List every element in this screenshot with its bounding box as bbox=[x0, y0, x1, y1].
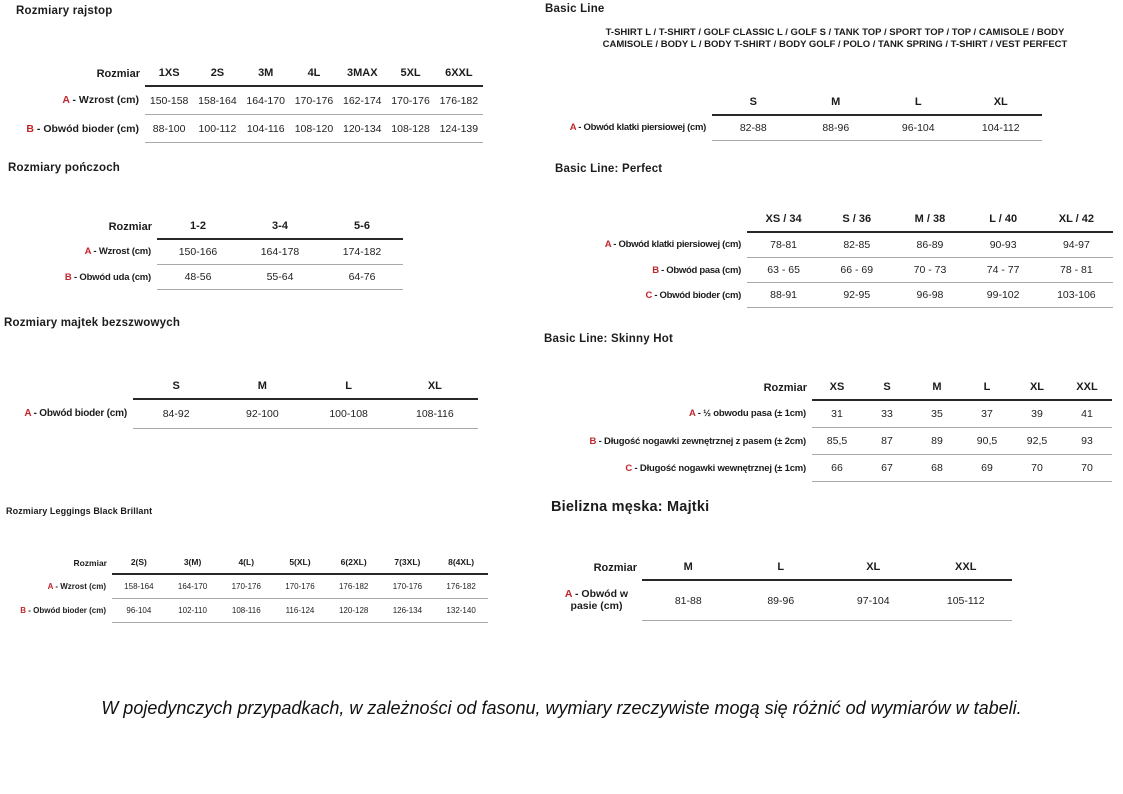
size-cell: 89-96 bbox=[735, 580, 828, 621]
column-header: 3MAX bbox=[338, 54, 386, 86]
size-cell: 33 bbox=[862, 400, 912, 428]
size-cell: 63 - 65 bbox=[747, 258, 820, 283]
size-cell: 97-104 bbox=[827, 580, 920, 621]
size-cell: 108-120 bbox=[290, 115, 338, 143]
size-cell: 164-170 bbox=[166, 574, 220, 599]
section-title-basic-line: Basic Line bbox=[545, 3, 605, 15]
size-cell: 102-110 bbox=[166, 599, 220, 623]
size-cell: 90-93 bbox=[967, 232, 1040, 258]
section-title-ponczoch: Rozmiary pończoch bbox=[8, 162, 121, 174]
size-cell: 170-176 bbox=[219, 574, 273, 599]
column-header: XL bbox=[1012, 370, 1062, 400]
column-header: 2S bbox=[193, 54, 241, 86]
row-label: A - ½ obwodu pasa (± 1cm) bbox=[688, 408, 806, 420]
size-cell: 176-182 bbox=[327, 574, 381, 599]
section-title-basic-line-skinny-hot: Basic Line: Skinny Hot bbox=[544, 333, 674, 345]
size-cell: 176-182 bbox=[435, 86, 483, 115]
size-cell: 70 bbox=[1062, 455, 1112, 482]
size-cell: 82-88 bbox=[712, 115, 795, 141]
column-header: S bbox=[133, 368, 219, 399]
row-label: B - Długość nogawki zewnętrznej z pasem (± 2cm) bbox=[589, 435, 806, 447]
column-header: M bbox=[219, 368, 305, 399]
size-cell: 158-164 bbox=[112, 574, 166, 599]
table-row bbox=[575, 232, 1113, 258]
size-cell: 105-112 bbox=[920, 580, 1013, 621]
row-label: B - Obwód uda (cm) bbox=[64, 271, 151, 283]
size-cell: 108-128 bbox=[386, 115, 434, 143]
size-cell: 150-158 bbox=[145, 86, 193, 115]
basic-line-product-list bbox=[552, 27, 1118, 51]
row-letter: A bbox=[62, 94, 70, 107]
table-basic-line-skinny-hot bbox=[548, 370, 1112, 482]
column-header: L bbox=[735, 549, 828, 580]
size-cell: 108-116 bbox=[219, 599, 273, 623]
header-row bbox=[55, 208, 403, 239]
column-header: 3(M) bbox=[166, 545, 220, 574]
size-cell: 88-100 bbox=[145, 115, 193, 143]
size-cell: 174-182 bbox=[321, 239, 403, 265]
row-letter: A bbox=[84, 246, 91, 258]
row-label: A - Obwód klatki piersiowej (cm) bbox=[604, 239, 741, 251]
size-cell: 84-92 bbox=[133, 399, 219, 429]
header-row bbox=[5, 54, 483, 86]
corner-label: Rozmiar bbox=[73, 558, 107, 568]
size-cell: 31 bbox=[812, 400, 862, 428]
size-cell: 120-128 bbox=[327, 599, 381, 623]
size-cell: 104-116 bbox=[242, 115, 290, 143]
size-cell: 93 bbox=[1062, 428, 1112, 455]
column-header: M bbox=[912, 370, 962, 400]
corner-label: Rozmiar bbox=[96, 68, 140, 80]
size-table bbox=[9, 545, 488, 623]
column-header: XXL bbox=[1062, 370, 1112, 400]
section-title-basic-line-perfect: Basic Line: Perfect bbox=[555, 163, 663, 175]
size-cell: 82-85 bbox=[820, 232, 893, 258]
size-cell: 48-56 bbox=[157, 265, 239, 290]
header-row bbox=[9, 545, 488, 574]
column-header: XS / 34 bbox=[747, 201, 820, 232]
size-cell: 100-112 bbox=[193, 115, 241, 143]
column-header: XL bbox=[392, 368, 478, 399]
row-label: C - Obwód bioder (cm) bbox=[645, 289, 741, 301]
size-table bbox=[555, 549, 1012, 621]
size-cell: 90,5 bbox=[962, 428, 1012, 455]
row-label: A - Wzrost (cm) bbox=[47, 581, 106, 591]
size-table bbox=[548, 370, 1112, 482]
size-cell: 164-178 bbox=[239, 239, 321, 265]
row-letter: B bbox=[589, 435, 597, 447]
row-label: A - Obwód klatki piersiowej (cm) bbox=[569, 122, 706, 134]
column-header: S / 36 bbox=[820, 201, 893, 232]
column-header: 1-2 bbox=[157, 208, 239, 239]
section-title-bielizna-meska: Bielizna męska: Majtki bbox=[551, 499, 710, 515]
size-cell: 164-170 bbox=[242, 86, 290, 115]
row-label: B - Obwód pasa (cm) bbox=[652, 264, 741, 276]
table-row bbox=[548, 428, 1112, 455]
row-letter: A bbox=[564, 588, 573, 601]
basic-line-product-list-line2: CAMISOLE / BODY L / BODY T-SHIRT / BODY GOLF / POLO / TANK SPRING / T-SHIRT / VEST PERFECT bbox=[602, 39, 1068, 50]
size-cell: 70 bbox=[1012, 455, 1062, 482]
table-row bbox=[575, 258, 1113, 283]
row-label: B - Obwód bioder (cm) bbox=[20, 606, 106, 615]
column-header: M / 38 bbox=[893, 201, 966, 232]
header-row bbox=[575, 201, 1113, 232]
size-cell: 94-97 bbox=[1040, 232, 1113, 258]
column-header: 5XL bbox=[386, 54, 434, 86]
column-header: L bbox=[877, 84, 960, 115]
table-row bbox=[8, 399, 478, 429]
size-cell: 162-174 bbox=[338, 86, 386, 115]
corner-label: Rozmiar bbox=[108, 221, 152, 233]
row-letter: B bbox=[26, 122, 34, 135]
table-majtek bbox=[8, 368, 478, 429]
size-cell: 108-116 bbox=[392, 399, 478, 429]
row-letter: A bbox=[47, 581, 54, 591]
size-cell: 170-176 bbox=[381, 574, 435, 599]
header-row bbox=[551, 84, 1042, 115]
size-cell: 170-176 bbox=[273, 574, 327, 599]
size-cell: 69 bbox=[962, 455, 1012, 482]
size-table bbox=[8, 368, 478, 429]
size-cell: 89 bbox=[912, 428, 962, 455]
column-header: 3-4 bbox=[239, 208, 321, 239]
row-letter: B bbox=[652, 264, 659, 276]
size-cell: 88-91 bbox=[747, 283, 820, 308]
size-cell: 85,5 bbox=[812, 428, 862, 455]
section-title-majtek: Rozmiary majtek bezszwowych bbox=[4, 317, 181, 329]
row-label: C - Długość nogawki wewnętrznej (± 1cm) bbox=[625, 462, 806, 474]
column-header: 6(2XL) bbox=[327, 545, 381, 574]
size-cell: 35 bbox=[912, 400, 962, 428]
table-row bbox=[548, 455, 1112, 482]
corner-label: Rozmiar bbox=[593, 562, 637, 574]
size-cell: 81-88 bbox=[642, 580, 735, 621]
header-row bbox=[555, 549, 1012, 580]
size-cell: 86-89 bbox=[893, 232, 966, 258]
size-cell: 96-104 bbox=[877, 115, 960, 141]
table-row bbox=[575, 283, 1113, 308]
row-letter: C bbox=[625, 462, 633, 474]
size-cell: 158-164 bbox=[193, 86, 241, 115]
column-header: L bbox=[306, 368, 392, 399]
column-header: 1XS bbox=[145, 54, 193, 86]
column-header: 3M bbox=[242, 54, 290, 86]
size-cell: 96-98 bbox=[893, 283, 966, 308]
corner-label bbox=[575, 201, 747, 232]
table-basic-line-perfect bbox=[575, 201, 1113, 308]
table-row bbox=[55, 239, 403, 265]
column-header: 8(4XL) bbox=[434, 545, 488, 574]
size-cell: 67 bbox=[862, 455, 912, 482]
column-header: 2(S) bbox=[112, 545, 166, 574]
corner-label bbox=[551, 84, 712, 115]
column-header: 6XXL bbox=[435, 54, 483, 86]
corner-label bbox=[8, 368, 133, 399]
column-header: L bbox=[962, 370, 1012, 400]
size-cell: 132-140 bbox=[434, 599, 488, 623]
table-row bbox=[555, 580, 1012, 621]
size-cell: 68 bbox=[912, 455, 962, 482]
size-cell: 70 - 73 bbox=[893, 258, 966, 283]
column-header: 5-6 bbox=[321, 208, 403, 239]
header-row bbox=[548, 370, 1112, 400]
size-table bbox=[5, 54, 483, 143]
size-cell: 92-100 bbox=[219, 399, 305, 429]
size-cell: 66 - 69 bbox=[820, 258, 893, 283]
size-cell: 92,5 bbox=[1012, 428, 1062, 455]
table-rajstop bbox=[5, 54, 483, 143]
table-ponczoch bbox=[55, 208, 403, 290]
size-cell: 99-102 bbox=[967, 283, 1040, 308]
size-cell: 39 bbox=[1012, 400, 1062, 428]
size-cell: 64-76 bbox=[321, 265, 403, 290]
size-cell: 78 - 81 bbox=[1040, 258, 1113, 283]
column-header: XL / 42 bbox=[1040, 201, 1113, 232]
table-basic-line bbox=[551, 84, 1042, 141]
row-letter: B bbox=[64, 271, 72, 283]
column-header: L / 40 bbox=[967, 201, 1040, 232]
table-row bbox=[5, 115, 483, 143]
column-header: 5(XL) bbox=[273, 545, 327, 574]
column-header: XXL bbox=[920, 549, 1013, 580]
size-cell: 104-112 bbox=[960, 115, 1043, 141]
table-row bbox=[9, 574, 488, 599]
size-cell: 74 - 77 bbox=[967, 258, 1040, 283]
size-cell: 37 bbox=[962, 400, 1012, 428]
column-header: 4L bbox=[290, 54, 338, 86]
size-cell: 88-96 bbox=[795, 115, 878, 141]
row-label: A - Obwód w pasie (cm) bbox=[564, 588, 629, 613]
size-cell: 55-64 bbox=[239, 265, 321, 290]
table-row bbox=[9, 599, 488, 623]
section-title-leggings: Rozmiary Leggings Black Brillant bbox=[6, 506, 153, 516]
size-cell: 176-182 bbox=[434, 574, 488, 599]
table-leggings bbox=[9, 545, 488, 623]
column-header: M bbox=[642, 549, 735, 580]
size-cell: 126-134 bbox=[381, 599, 435, 623]
row-letter: C bbox=[645, 289, 652, 301]
size-cell: 124-139 bbox=[435, 115, 483, 143]
table-row bbox=[548, 400, 1112, 428]
row-letter: A bbox=[688, 408, 696, 420]
row-letter: A bbox=[569, 122, 576, 134]
size-table bbox=[55, 208, 403, 290]
size-cell: 96-104 bbox=[112, 599, 166, 623]
size-cell: 78-81 bbox=[747, 232, 820, 258]
column-header: XS bbox=[812, 370, 862, 400]
row-letter: A bbox=[604, 239, 611, 251]
size-cell: 87 bbox=[862, 428, 912, 455]
row-label: A - Wzrost (cm) bbox=[84, 246, 151, 258]
size-cell: 66 bbox=[812, 455, 862, 482]
column-header: XL bbox=[827, 549, 920, 580]
size-cell: 92-95 bbox=[820, 283, 893, 308]
size-cell: 100-108 bbox=[306, 399, 392, 429]
header-row bbox=[8, 368, 478, 399]
size-cell: 170-176 bbox=[386, 86, 434, 115]
size-table bbox=[575, 201, 1113, 308]
column-header: XL bbox=[960, 84, 1043, 115]
row-label: A - Obwód bioder (cm) bbox=[24, 408, 127, 420]
row-letter: B bbox=[20, 606, 26, 615]
corner-label: Rozmiar bbox=[763, 382, 807, 394]
column-header: 7(3XL) bbox=[381, 545, 435, 574]
table-row bbox=[5, 86, 483, 115]
size-cell: 170-176 bbox=[290, 86, 338, 115]
size-cell: 41 bbox=[1062, 400, 1112, 428]
row-label: B - Obwód bioder (cm) bbox=[26, 122, 139, 135]
column-header: S bbox=[712, 84, 795, 115]
size-cell: 150-166 bbox=[157, 239, 239, 265]
disclaimer-note: W pojedynczych przypadkach, w zależności od fasonu, wymiary rzeczywiste mogą się różnić od wymiarów w tabeli. bbox=[101, 698, 1022, 718]
size-cell: 103-106 bbox=[1040, 283, 1113, 308]
row-label: A - Wzrost (cm) bbox=[62, 94, 139, 107]
size-cell: 116-124 bbox=[273, 599, 327, 623]
basic-line-product-list-line1: T-SHIRT L / T-SHIRT / GOLF CLASSIC L / GOLF S / TANK TOP / SPORT TOP / TOP / CAMISOLE / BODY bbox=[605, 27, 1065, 38]
table-row bbox=[551, 115, 1042, 141]
column-header: 4(L) bbox=[219, 545, 273, 574]
size-cell: 120-134 bbox=[338, 115, 386, 143]
section-title-rajstop: Rozmiary rajstop bbox=[16, 5, 113, 17]
table-bielizna-meska bbox=[555, 549, 1012, 621]
column-header: M bbox=[795, 84, 878, 115]
row-letter: A bbox=[24, 408, 31, 420]
table-row bbox=[55, 265, 403, 290]
column-header: S bbox=[862, 370, 912, 400]
size-table bbox=[551, 84, 1042, 141]
